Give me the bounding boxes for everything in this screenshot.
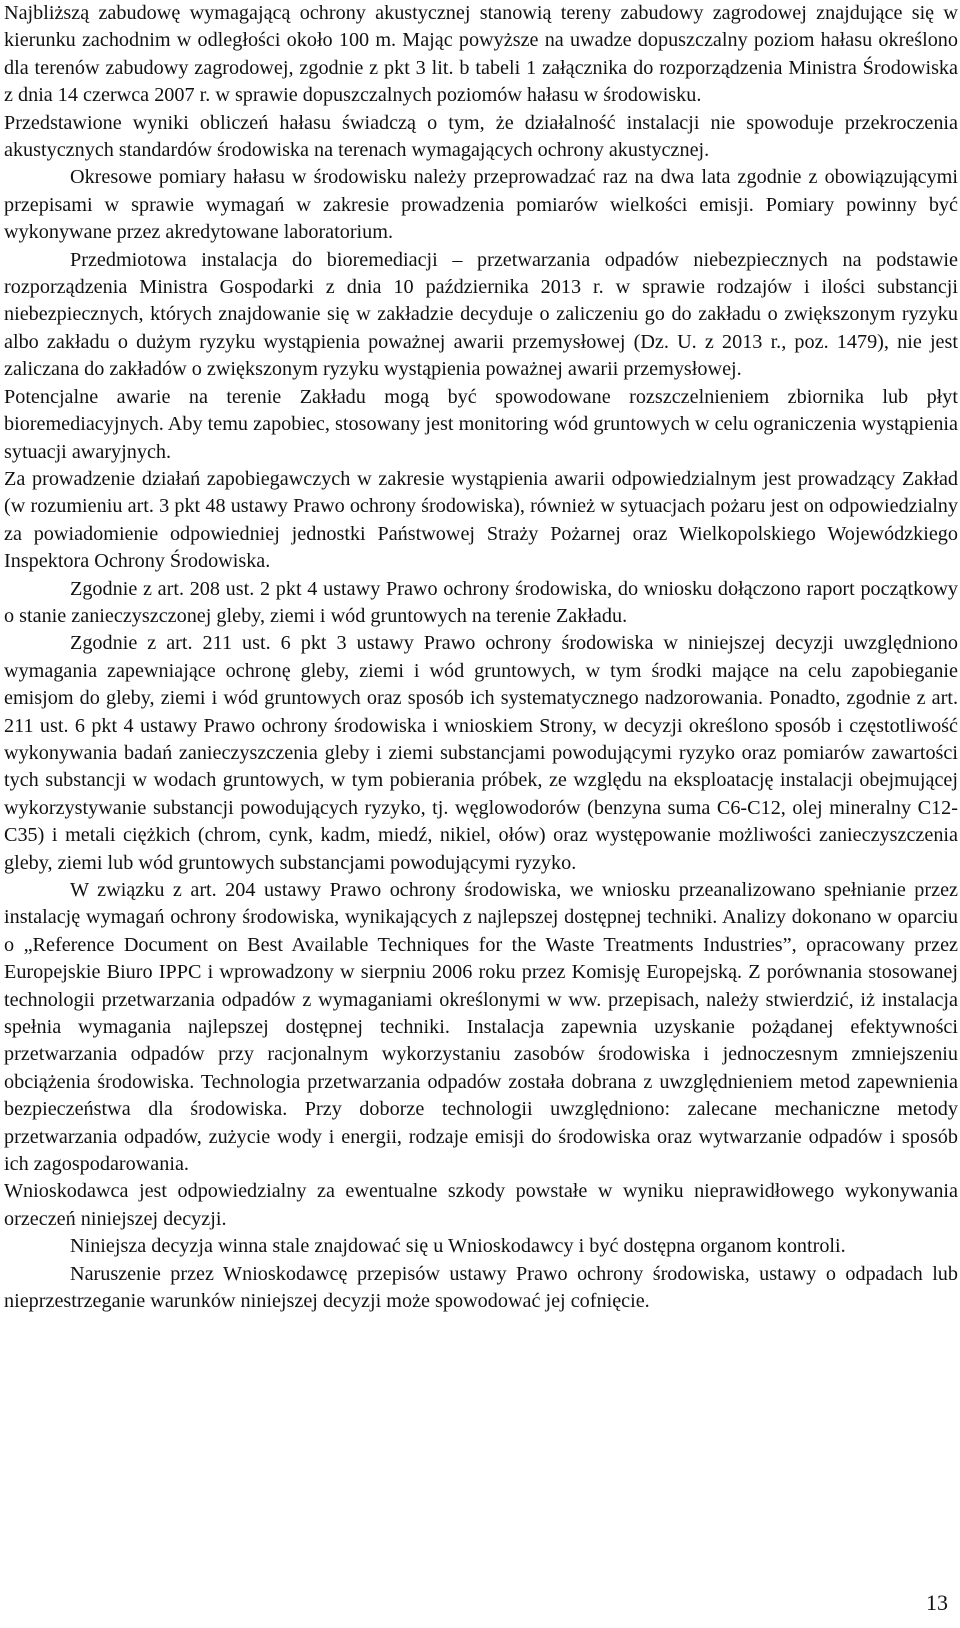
paragraph: W związku z art. 204 ustawy Prawo ochrony środowiska, we wniosku przeanalizowano spełnianie przez instalację wymagań ochrony środowiska, wynikających z najlepszej dostępnej techniki. Analizy dokonano w oparciu o „Reference Document on Best Available Techniques for the Waste Treatments Industries”, opracowany przez Europejskie Biuro IPPC i wprowadzony w sierpniu 2006 roku przez Komisję Europejską. Z porównania stosowanej technologii przetwarzania odpadów z wymaganiami określonymi w ww. przepisach, należy stwierdzić, iż instalacja spełnia wymagania najlepszej dostępnej techniki. Instalacja zapewnia uzyskanie pożądanej efektywności przetwarzania odpadów przy racjonalnym wykorzystaniu zasobów środowiska i jednoczesnym zmniejszeniu obciążenia środowiska. Technologia przetwarzania odpadów została dobrana z uwzględnieniem metod zapewnienia bezpieczeństwa dla środowiska. Przy doborze technologii uwzględniono: zalecane mechaniczne metody przetwarzania odpadów, zużycie wody i energii, rodzaje emisji do środowiska oraz wytwarzanie odpadów i sposób ich zagospodarowania. (4, 879, 958, 1176)
paragraph: Wnioskodawca jest odpowiedzialny za ewentualne szkody powstałe w wyniku nieprawidłowego wykonywania orzeczeń niniejszej decyzji. (4, 1180, 958, 1230)
paragraph: Przedstawione wyniki obliczeń hałasu świadczą o tym, że działalność instalacji nie spowoduje przekroczenia akustycznych standardów środowiska na terenach wymagających ochrony akustycznej. (4, 111, 958, 162)
paragraph: Najbliższą zabudowę wymagającą ochrony akustycznej stanowią tereny zabudowy zagrodowej znajdujące się w kierunku zachodnim w odległości około 100 m. Mając powyższe na uwadze dopuszczalny poziom hałasu określono dla terenów zabudowy zagrodowej, zgodnie z pkt 3 lit. b tabeli 1 załącznika do rozporządzenia Ministra Środowiska z dnia 14 czerwca 2007 r. w sprawie dopuszczalnych poziomów hałasu w środowisku. (4, 2, 958, 107)
page-number: 13 (926, 1590, 948, 1615)
paragraph: Zgodnie z art. 211 ust. 6 pkt 3 ustawy Prawo ochrony środowiska w niniejszej decyzji uwzględniono wymagania zapewniające ochronę gleby, ziemi i wód gruntowych, w tym środki mające na celu zapobieganie emisjom do gleby, ziemi i wód gruntowych oraz sposób ich systematycznego nadzorowania. Ponadto, zgodnie z art. 211 ust. 6 pkt 4 ustawy Prawo ochrony środowiska i wnioskiem Strony, w decyzji określono sposób i częstotliwość wykonywania badań zanieczyszczenia gleby i ziemi substancjami powodującymi ryzyko oraz pomiarów zawartości tych substancji w wodach gruntowych, w tym pobierania próbek, ze względu na eksploatację instalacji obejmującej wykorzystywanie substancji powodujących ryzyko, tj. węglowodorów (benzyna suma C6-C12, olej mineralny C12-C35) i metali ciężkich (chrom, cynk, kadm, miedź, nikiel, ołów) oraz występowanie możliwości zanieczyszczenia gleby, ziemi lub wód gruntowych substancjami powodującymi ryzyko. (4, 632, 958, 874)
paragraph: Okresowe pomiary hałasu w środowisku należy przeprowadzać raz na dwa lata zgodnie z obowiązującymi przepisami w sprawie wymagań w zakresie prowadzenia pomiarów wielkości emisji. Pomiary powinny być wykonywane przez akredytowane laboratorium. (4, 166, 958, 244)
paragraph: Zgodnie z art. 208 ust. 2 pkt 4 ustawy Prawo ochrony środowiska, do wniosku dołączono raport początkowy o stanie zanieczyszczonej gleby, ziemi i wód gruntowych na terenie Zakładu. (4, 577, 958, 627)
paragraph: Przedmiotowa instalacja do bioremediacji – przetwarzania odpadów niebezpiecznych na podstawie rozporządzenia Ministra Gospodarki z dnia 10 października 2013 r. w sprawie rodzajów i ilości substancji niebezpiecznych, których znajdowanie się w zakładzie decyduje o zaliczeniu go do zakładu o zwiększonym ryzyku albo zakładu o dużym ryzyku wystąpienia poważnej awarii przemysłowej (Dz. U. z 2013 r., poz. 1479), nie jest zaliczana do zakładów o zwiększonym ryzyku wystąpienia poważnej awarii przemysłowej. (4, 248, 958, 381)
document-body (4, 0, 958, 1316)
paragraph: Potencjalne awarie na terenie Zakładu mogą być spowodowane rozszczelnieniem zbiornika lub płyt bioremediacyjnych. Aby temu zapobiec, stosowany jest monitoring wód gruntowych w celu ograniczenia wystąpienia sytuacji awaryjnych. (4, 385, 958, 463)
paragraph: Niniejsza decyzja winna stale znajdować się u Wnioskodawcy i być dostępna organom kontroli. (70, 1235, 846, 1258)
paragraph: Za prowadzenie działań zapobiegawczych w zakresie wystąpienia awarii odpowiedzialnym jest prowadzący Zakład (w rozumieniu art. 3 pkt 48 ustawy Prawo ochrony środowiska), również w sytuacjach pożaru jest on odpowiedzialny za powiadomienie odpowiedniej jednostki Państwowej Straży Pożarnej oraz Wielkopolskiego Wojewódzkiego Inspektora Ochrony Środowiska. (4, 467, 958, 573)
paragraph: Naruszenie przez Wnioskodawcę przepisów ustawy Prawo ochrony środowiska, ustawy o odpadach lub nieprzestrzeganie warunków niniejszej decyzji może spowodować jej cofnięcie. (4, 1262, 958, 1313)
